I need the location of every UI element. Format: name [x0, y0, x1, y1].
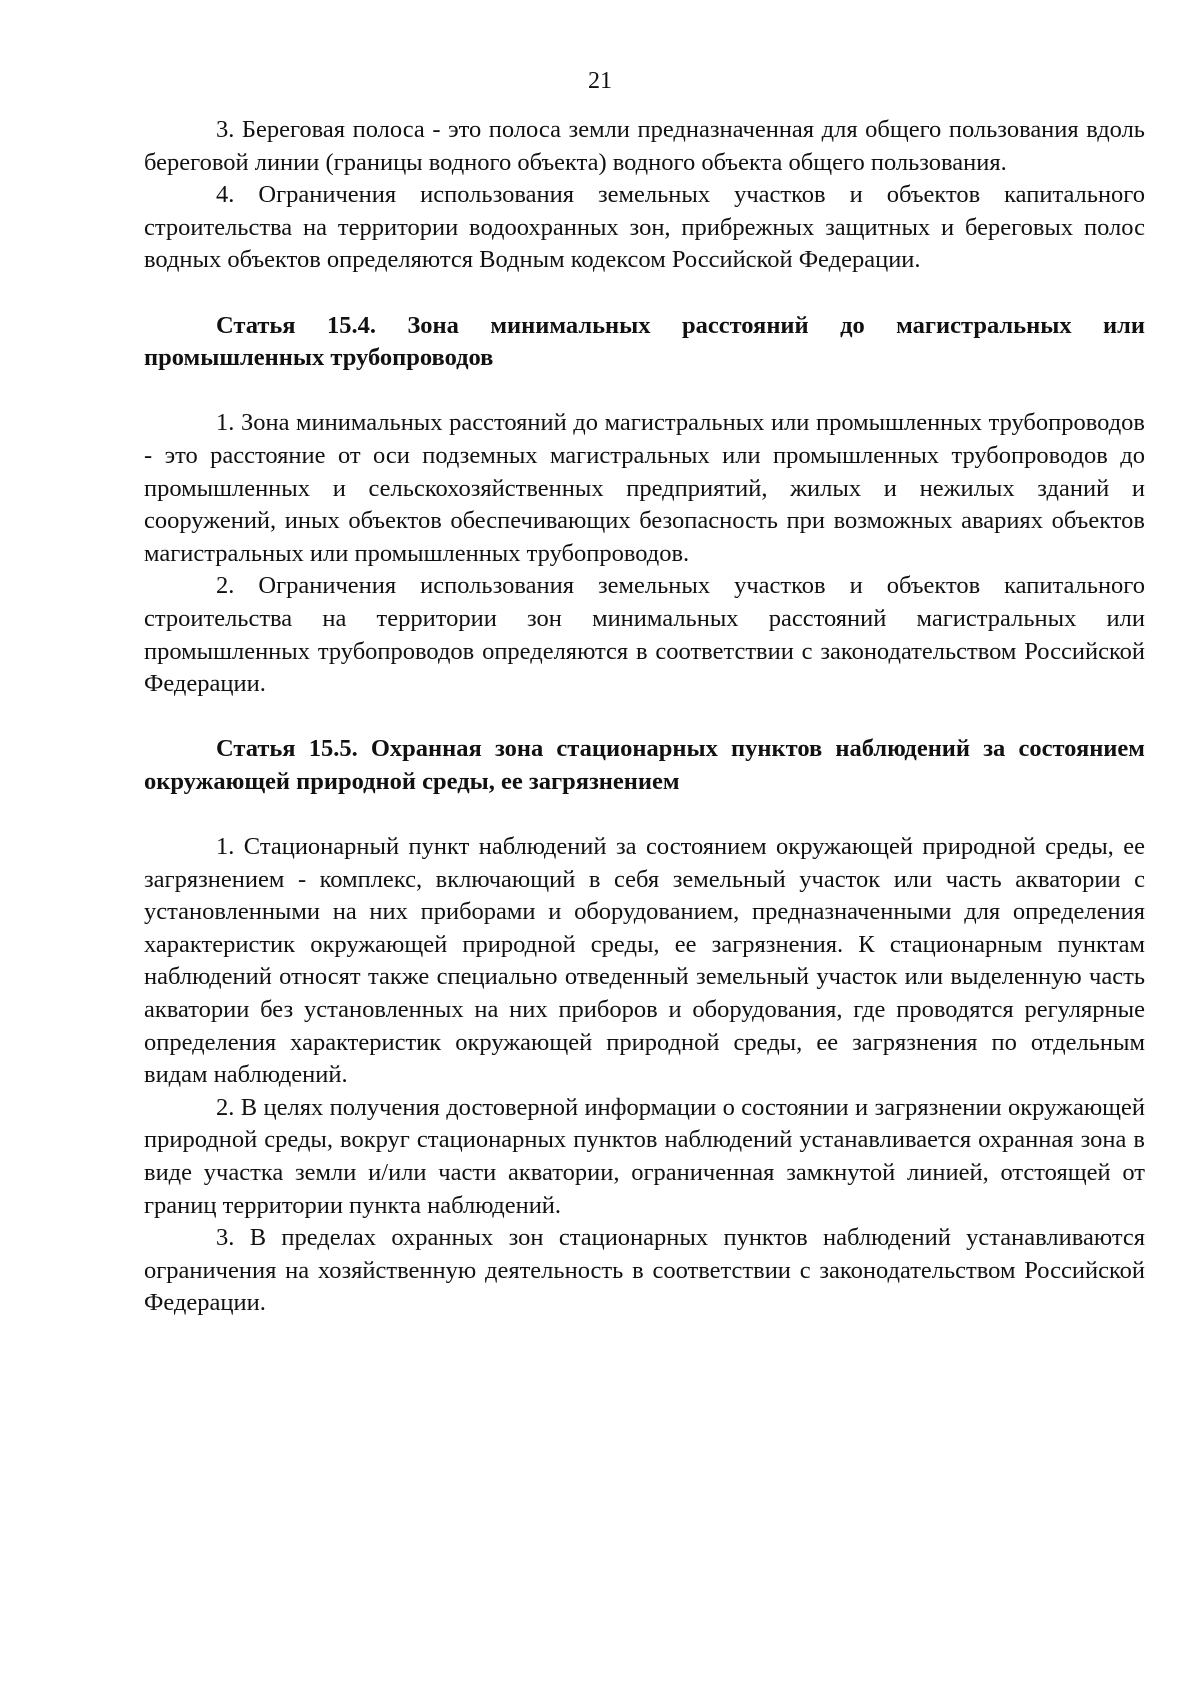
document-body: [144, 114, 1145, 1320]
article-15-5-paragraph-2: 2. В целях получения достоверной информации о состоянии и загрязнении окружающей природной среды, вокруг стационарных пунктов наблюдений устанавливается охранная зона в виде участка земли и/или части акватории, ограниченная замкнутой линией, отстоящей от границ территории пункта наблюдений.: [144, 1093, 1145, 1219]
spacer: [144, 798, 1145, 831]
article-15-4-paragraph-1: 1. Зона минимальных расстояний до магистральных или промышленных трубопроводов - это расстояние от оси подземных магистральных или промышленных трубопроводов до промышленных и сельскохозяйственных предприятий, жилых и нежилых зданий и сооружений, иных объектов обеспечивающих безопасность при возможных авариях объектов магистральных или промышленных трубопроводов.: [144, 409, 1145, 567]
article-15-4-heading: Статья 15.4. Зона минимальных расстояний до магистральных или промышленных трубопроводов: [144, 311, 1145, 372]
page-number: 21: [588, 68, 612, 94]
spacer: [144, 375, 1145, 408]
paragraph-beregovaya-polosa: 3. Береговая полоса - это полоса земли предназначенная для общего пользования вдоль береговой линии (границы водного объекта) водного объекта общего пользования.: [144, 116, 1145, 176]
spacer: [144, 701, 1145, 734]
article-15-5-paragraph-3: 3. В пределах охранных зон стационарных пунктов наблюдений устанавливаются ограничения на хозяйственную деятельность в соответствии с законодательством Российской Федерации.: [144, 1224, 1145, 1317]
spacer: [144, 277, 1145, 310]
paragraph-ogranicheniya-vodoohrannyh-zon: 4. Ограничения использования земельных участков и объектов капитального строительства на территории водоохранных зон, прибрежных защитных и береговых полос водных объектов определяются Водным кодексом Российской Федерации.: [144, 181, 1145, 274]
article-15-5-heading: Статья 15.5. Охранная зона стационарных пунктов наблюдений за состоянием окружающей природной среды, ее загрязнением: [144, 735, 1145, 795]
article-15-4-paragraph-2: 2. Ограничения использования земельных участков и объектов капитального строительства на территории зон минимальных расстояний магистральных или промышленных трубопроводов определяются в соответствии с законодательством Российской Федерации.: [144, 572, 1145, 698]
article-15-5-paragraph-1: 1. Стационарный пункт наблюдений за состоянием окружающей природной среды, ее загрязнением - комплекс, включающий в себя земельный участок или часть акватории с установленными на них приборами и оборудованием, предназначенными для определения характеристик окружающей природной среды, ее загрязнения. К стационарным пунктам наблюдений относят также специально отведенный земельный участок или выделенную часть акватории без установленных на них приборов и оборудования, где проводятся регулярные определения характеристик окружающей природной среды, ее загрязнения по отдельным видам наблюдений.: [144, 833, 1145, 1089]
